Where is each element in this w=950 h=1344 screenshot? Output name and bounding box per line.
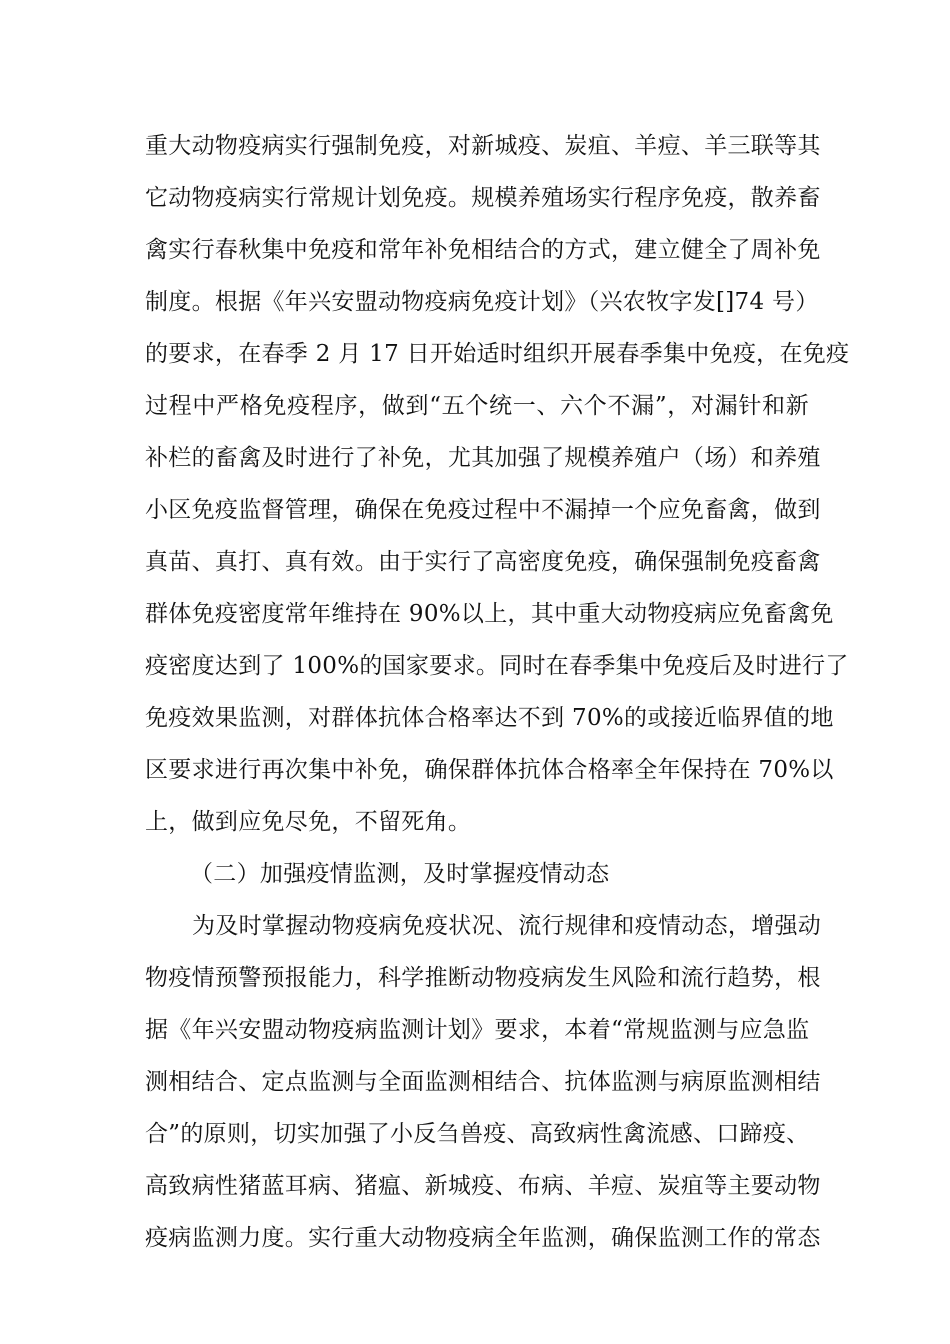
- text-line: 为及时掌握动物疫病免疫状况、流行规律和疫情动态，增强动: [192, 913, 822, 939]
- text-line: 补栏的畜禽及时进行了补免，尤其加强了规模养殖户（场）和养殖: [145, 445, 821, 471]
- text-line: 据《年兴安盟动物疫病监测计划》要求，本着“常规监测与应急监: [145, 1017, 810, 1043]
- text-line: 疫病监测力度。实行重大动物疫病全年监测，确保监测工作的常态: [145, 1225, 821, 1251]
- text-line: 高致病性猪蓝耳病、猪瘟、新城疫、布病、羊痘、炭疽等主要动物: [145, 1173, 821, 1199]
- text-line: 免疫效果监测，对群体抗体合格率达不到 70%的或接近临界值的地: [145, 705, 834, 731]
- text-line: 疫密度达到了 100%的国家要求。同时在春季集中免疫后及时进行了: [145, 653, 849, 679]
- text-line: 区要求进行再次集中补免，确保群体抗体合格率全年保持在 70%以: [145, 757, 834, 783]
- text-line: 它动物疫病实行常规计划免疫。规模养殖场实行程序免疫，散养畜: [145, 185, 821, 211]
- text-line: 的要求，在春季 2 月 17 日开始适时组织开展春季集中免疫，在免疫: [145, 341, 850, 367]
- text-line: 物疫情预警预报能力，科学推断动物疫病发生风险和流行趋势，根: [145, 965, 821, 991]
- text-line: 真苗、真打、真有效。由于实行了高密度免疫，确保强制免疫畜禽: [145, 549, 821, 575]
- section-heading: （二）加强疫情监测，及时掌握疫情动态: [190, 861, 610, 887]
- text-line: 重大动物疫病实行强制免疫，对新城疫、炭疽、羊痘、羊三联等其: [145, 133, 821, 159]
- text-line: 合”的原则，切实加强了小反刍兽疫、高致病性禽流感、口蹄疫、: [145, 1121, 810, 1147]
- text-line: 上，做到应免尽免，不留死角。: [145, 809, 472, 835]
- text-line: 禽实行春秋集中免疫和常年补免相结合的方式，建立健全了周补免: [145, 237, 821, 263]
- text-line: 制度。根据《年兴安盟动物疫病免疫计划》（兴农牧字发[]74 号）: [145, 289, 819, 315]
- text-line: 群体免疫密度常年维持在 90%以上，其中重大动物疫病应免畜禽免: [145, 601, 834, 627]
- text-line: 过程中严格免疫程序，做到“五个统一、六个不漏”，对漏针和新: [145, 393, 809, 419]
- text-line: 小区免疫监督管理，确保在免疫过程中不漏掉一个应免畜禽，做到: [145, 497, 821, 523]
- text-line: 测相结合、定点监测与全面监测相结合、抗体监测与病原监测相结: [145, 1069, 821, 1095]
